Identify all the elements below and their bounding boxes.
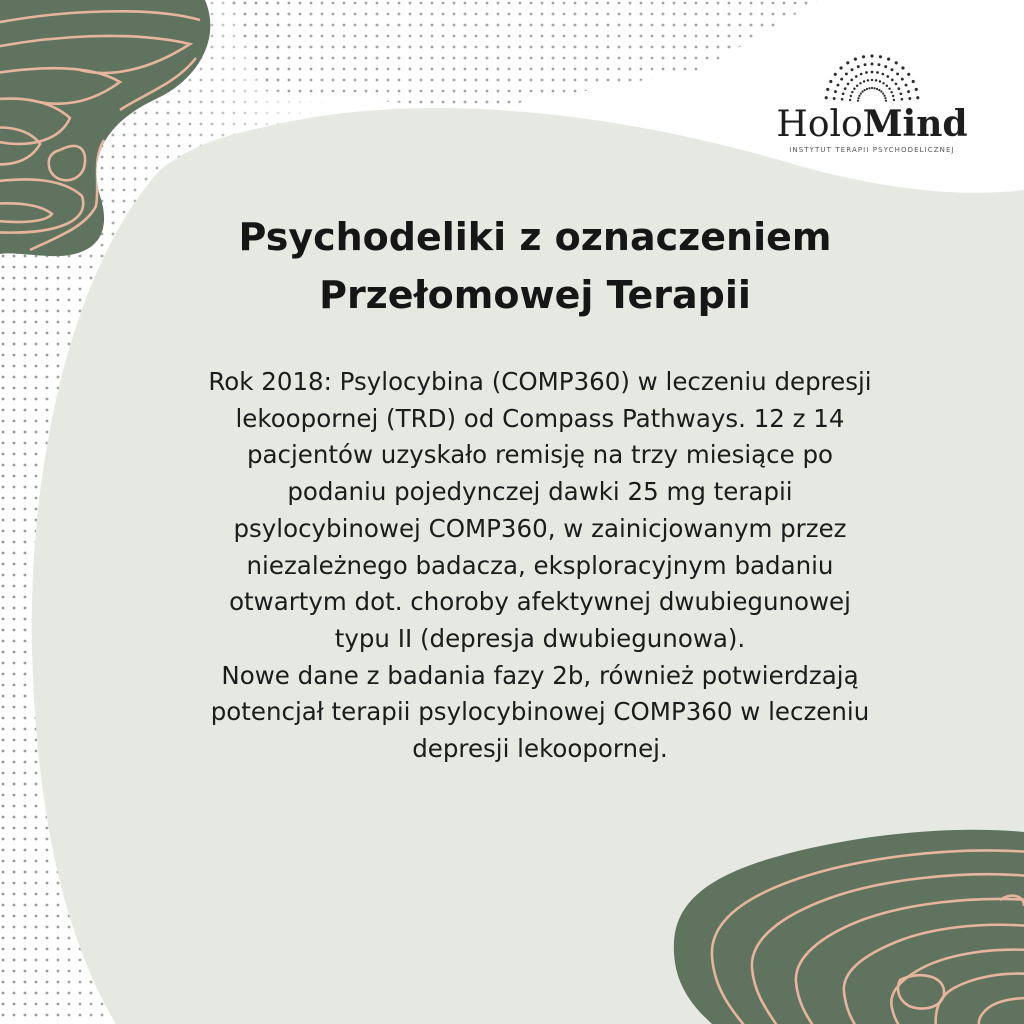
sunburst-dot xyxy=(878,89,880,91)
sunburst-dot xyxy=(901,66,904,69)
sunburst-dot xyxy=(893,99,895,101)
sunburst-dot xyxy=(878,63,881,66)
sunburst-dot xyxy=(885,100,887,102)
sunburst-dot xyxy=(840,78,843,81)
body-line: typu II (depresja dwubiegunowa). xyxy=(334,623,746,653)
sunburst-dot xyxy=(858,95,860,97)
body-line: depresji lekoopornej. xyxy=(412,734,668,764)
sunburst-dot xyxy=(850,78,853,81)
sunburst-dot xyxy=(865,71,868,74)
body-line: pacjentów uzyskało remisję na trzy miesiące po xyxy=(246,440,834,470)
sunburst-dot xyxy=(864,63,867,66)
sunburst-dot xyxy=(837,84,840,87)
sunburst-dot xyxy=(860,73,863,76)
sunburst-dot xyxy=(882,92,884,94)
body-line: Nowe dane z badania fazy 2b, również potwierdzają xyxy=(221,660,859,690)
sunburst-dot xyxy=(834,90,837,93)
sunburst-dot xyxy=(890,91,892,93)
sunburst-dot xyxy=(907,73,910,76)
sunburst-dot xyxy=(905,84,908,87)
sunburst-dot xyxy=(907,90,910,93)
sunburst-dot xyxy=(857,97,859,99)
sunburst-dot xyxy=(864,89,866,91)
sunburst-dot xyxy=(829,80,832,83)
sunburst-dot xyxy=(891,78,894,81)
sunburst-dot xyxy=(895,83,898,86)
sunburst-dot xyxy=(871,87,873,89)
body-line: podaniu pojedynczej dawki 25 mg terapii xyxy=(287,477,793,507)
sunburst-dot xyxy=(846,61,849,64)
sunburst-dot xyxy=(879,80,881,82)
sunburst-dot xyxy=(916,96,919,99)
body-line: niezależnego badacza, eksploracyjnym badaniu xyxy=(246,550,834,580)
sunburst-dot xyxy=(876,71,879,74)
sunburst-dot xyxy=(825,96,828,99)
logo-wordmark xyxy=(768,104,976,145)
sunburst-dot xyxy=(898,87,901,90)
sunburst-dot xyxy=(851,68,854,71)
sunburst-dot xyxy=(895,61,898,64)
sunburst-dot xyxy=(882,82,884,84)
sunburst-dot xyxy=(884,65,887,68)
sunburst-dot xyxy=(871,79,873,81)
sunburst-dot xyxy=(871,63,874,66)
sunburst-dot xyxy=(901,78,904,81)
sunburst-dot xyxy=(891,68,894,71)
sunburst-dot xyxy=(845,72,848,75)
sunburst-dot xyxy=(867,79,869,81)
sunburst-dot xyxy=(915,88,918,91)
sunburst-dot xyxy=(862,55,865,58)
logo-word-light: Holo xyxy=(776,104,863,145)
sunburst-dot xyxy=(873,87,875,89)
sunburst-dot xyxy=(892,95,894,97)
body-line: psylocybinowej COMP360, w zainicjowanym przez xyxy=(233,513,847,543)
sunburst-dot xyxy=(861,91,863,93)
sunburst-dot xyxy=(883,95,885,97)
sunburst-dot xyxy=(912,80,915,83)
sunburst-dot xyxy=(879,55,882,58)
sunburst-dot xyxy=(888,88,890,90)
sunburst-dot xyxy=(851,91,853,93)
title-line: Psychodeliki z oznaczeniem xyxy=(238,215,832,259)
sunburst-dot xyxy=(855,75,858,78)
title-line: Przełomowej Terapii xyxy=(319,273,751,317)
page-title xyxy=(100,208,970,324)
sunburst-dot xyxy=(868,87,870,89)
sunburst-dot xyxy=(886,85,888,87)
logo-word-bold: Mind xyxy=(862,103,968,145)
sunburst-dot xyxy=(857,65,860,68)
body-line: potencjał terapii psylocybinowej COMP360 w leczeniu xyxy=(210,697,870,727)
body-paragraph xyxy=(80,364,1000,768)
sunburst-dot xyxy=(857,100,859,102)
sunburst-dot xyxy=(863,80,865,82)
sunburst-dot xyxy=(853,88,855,90)
sunburst-dot xyxy=(847,83,850,86)
sunburst-dot xyxy=(884,97,886,99)
holomind-logo xyxy=(768,50,976,160)
body-line: lekoopornej (TRD) od Compass Pathways. 12 z 14 xyxy=(235,403,845,433)
sunburst-dot xyxy=(886,75,889,78)
sunburst-dot xyxy=(871,71,874,74)
sunburst-dot xyxy=(841,98,844,101)
sunburst-dot xyxy=(876,88,878,90)
sunburst-dot xyxy=(908,97,911,100)
sunburst-dot xyxy=(856,85,858,87)
sunburst-dot xyxy=(854,58,857,61)
sunburst-dot xyxy=(859,82,861,84)
sunburst-dot xyxy=(882,73,885,76)
sunburst-icon xyxy=(822,50,922,102)
body-line: otwartym dot. choroby afektywnej dwubiegunowej xyxy=(229,587,851,617)
sunburst-dot xyxy=(901,98,904,101)
sunburst-dot xyxy=(842,92,845,95)
sunburst-dot xyxy=(866,88,868,90)
sunburst-dot xyxy=(849,99,851,101)
sunburst-dot xyxy=(860,92,862,94)
sunburst-dot xyxy=(900,92,903,95)
sunburst-dot xyxy=(839,66,842,69)
sunburst-dot xyxy=(834,73,837,76)
sunburst-dot xyxy=(826,88,829,91)
sunburst-dot xyxy=(896,72,899,75)
sunburst-dot xyxy=(875,79,877,81)
sunburst-dot xyxy=(850,95,852,97)
sunburst-dot xyxy=(870,54,873,57)
logo-tagline: INSTYTUT TERAPII PSYCHODELICZNEJ xyxy=(789,146,955,154)
sunburst-dot xyxy=(844,87,847,90)
sunburst-dot xyxy=(833,97,836,100)
sunburst-dot xyxy=(880,91,882,93)
sunburst-dot xyxy=(887,58,890,61)
body-line: Rok 2018: Psylocybina (COMP360) w leczeniu depresji xyxy=(208,367,872,396)
